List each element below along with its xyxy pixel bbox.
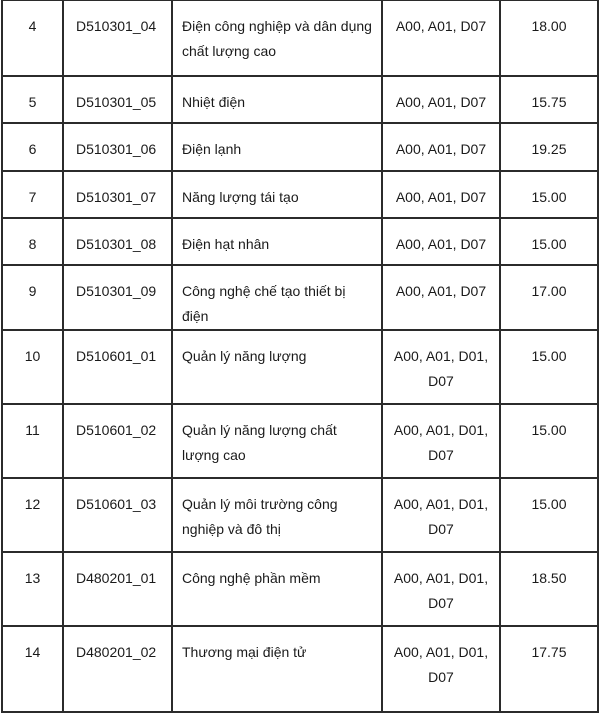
admission-score: 18.00 <box>531 18 567 34</box>
admission-scores-table <box>1 0 599 713</box>
major-code: D510301_08 <box>76 236 157 252</box>
subject-groups: A00, A01, D01, D07 <box>393 348 489 389</box>
major-code-cell <box>63 123 172 171</box>
admission-score: 15.00 <box>531 422 567 438</box>
row-number-cell <box>2 404 63 478</box>
admission-score: 15.00 <box>531 236 567 252</box>
row-number: 10 <box>24 348 41 364</box>
subject-groups: A00, A01, D07 <box>395 94 487 110</box>
admission-score-cell <box>500 330 598 404</box>
row-number: 7 <box>28 189 37 205</box>
row-number-cell <box>2 218 63 265</box>
admission-score: 15.75 <box>531 94 567 110</box>
major-code: D510601_03 <box>76 496 157 512</box>
major-name: Nhiệt điện <box>182 94 246 110</box>
table-row <box>2 626 598 712</box>
subject-groups: A00, A01, D01, D07 <box>393 496 489 537</box>
row-number-cell <box>2 0 63 76</box>
major-code: D510301_05 <box>76 94 157 110</box>
major-name: Điện hạt nhân <box>182 236 270 252</box>
admission-score-cell <box>500 404 598 478</box>
table-row <box>2 265 598 330</box>
admission-score: 19.25 <box>531 141 567 157</box>
row-number-cell <box>2 552 63 626</box>
major-name-cell <box>172 218 382 265</box>
major-code: D480201_01 <box>76 570 157 586</box>
admission-score: 18.50 <box>531 570 567 586</box>
major-name: Điện công nghiệp và dân dụng chất lượng cao <box>182 18 372 59</box>
table-row <box>2 76 598 123</box>
major-name-cell <box>172 552 382 626</box>
major-name-cell <box>172 123 382 171</box>
row-number: 11 <box>25 422 40 438</box>
row-number-cell <box>2 265 63 330</box>
major-name: Điện lạnh <box>182 141 242 157</box>
major-code: D510601_01 <box>76 348 157 364</box>
subject-groups: A00, A01, D07 <box>395 283 487 299</box>
major-name: Quản lý môi trường công nghiệp và đô thị <box>182 496 338 537</box>
major-name: Quản lý năng lượng <box>182 348 307 364</box>
major-name: Năng lượng tái tạo <box>182 189 299 205</box>
subject-groups-cell <box>382 626 500 712</box>
major-name: Thương mại điện tử <box>182 644 307 660</box>
row-number-cell <box>2 626 63 712</box>
admission-score: 15.00 <box>531 348 567 364</box>
admission-score-cell <box>500 123 598 171</box>
table-row <box>2 330 598 404</box>
major-code: D510301_04 <box>76 18 157 34</box>
row-number: 6 <box>28 141 37 157</box>
subject-groups-cell <box>382 552 500 626</box>
row-number: 5 <box>28 94 37 110</box>
subject-groups-cell <box>382 265 500 330</box>
major-name-cell <box>172 330 382 404</box>
admission-score-cell <box>500 171 598 218</box>
major-code-cell <box>63 171 172 218</box>
admission-score: 17.75 <box>531 644 567 660</box>
major-code: D510601_02 <box>76 422 157 438</box>
major-code: D480201_02 <box>76 644 157 660</box>
subject-groups: A00, A01, D07 <box>395 189 487 205</box>
subject-groups-cell <box>382 171 500 218</box>
subject-groups: A00, A01, D01, D07 <box>393 644 489 685</box>
subject-groups: A00, A01, D01, D07 <box>393 422 489 463</box>
table-body <box>2 0 598 712</box>
major-code: D510301_06 <box>76 141 157 157</box>
subject-groups-cell <box>382 123 500 171</box>
major-code-cell <box>63 478 172 552</box>
subject-groups-cell <box>382 0 500 76</box>
major-code-cell <box>63 404 172 478</box>
admission-score-cell <box>500 218 598 265</box>
subject-groups: A00, A01, D01, D07 <box>393 570 489 611</box>
subject-groups-cell <box>382 478 500 552</box>
admission-score: 17.00 <box>531 283 567 299</box>
subject-groups-cell <box>382 76 500 123</box>
table-row <box>2 0 598 76</box>
major-code: D510301_07 <box>76 189 157 205</box>
major-code: D510301_09 <box>76 283 157 299</box>
major-name-cell <box>172 626 382 712</box>
table-row <box>2 552 598 626</box>
admission-score: 15.00 <box>531 496 567 512</box>
row-number-cell <box>2 171 63 218</box>
table-row <box>2 478 598 552</box>
row-number: 12 <box>24 496 41 512</box>
major-name-cell <box>172 76 382 123</box>
major-name-cell <box>172 171 382 218</box>
table-row <box>2 218 598 265</box>
table-row <box>2 404 598 478</box>
admission-score-cell <box>500 626 598 712</box>
row-number: 4 <box>28 18 37 34</box>
row-number-cell <box>2 123 63 171</box>
table-row <box>2 123 598 171</box>
row-number-cell <box>2 330 63 404</box>
major-name-cell <box>172 478 382 552</box>
admission-score-cell <box>500 76 598 123</box>
subject-groups: A00, A01, D07 <box>395 18 487 34</box>
major-name: Quản lý năng lượng chất lượng cao <box>182 422 337 463</box>
row-number: 13 <box>24 570 41 586</box>
row-number: 14 <box>24 644 41 660</box>
major-name-cell <box>172 0 382 76</box>
admission-score-cell <box>500 478 598 552</box>
major-name: Công nghệ chế tạo thiết bị điện <box>182 283 346 324</box>
row-number: 9 <box>28 283 37 299</box>
admission-score: 15.00 <box>531 189 567 205</box>
major-name-cell <box>172 265 382 330</box>
major-code-cell <box>63 330 172 404</box>
major-code-cell <box>63 626 172 712</box>
major-code-cell <box>63 0 172 76</box>
major-code-cell <box>63 76 172 123</box>
subject-groups-cell <box>382 218 500 265</box>
subject-groups-cell <box>382 404 500 478</box>
row-number-cell <box>2 478 63 552</box>
table-row <box>2 171 598 218</box>
row-number: 8 <box>28 236 37 252</box>
admission-score-cell <box>500 265 598 330</box>
major-name: Công nghệ phần mềm <box>182 570 321 586</box>
admission-score-cell <box>500 0 598 76</box>
subject-groups-cell <box>382 330 500 404</box>
major-code-cell <box>63 552 172 626</box>
row-number-cell <box>2 76 63 123</box>
admission-score-cell <box>500 552 598 626</box>
subject-groups: A00, A01, D07 <box>395 236 487 252</box>
major-code-cell <box>63 218 172 265</box>
subject-groups: A00, A01, D07 <box>395 141 487 157</box>
major-code-cell <box>63 265 172 330</box>
major-name-cell <box>172 404 382 478</box>
